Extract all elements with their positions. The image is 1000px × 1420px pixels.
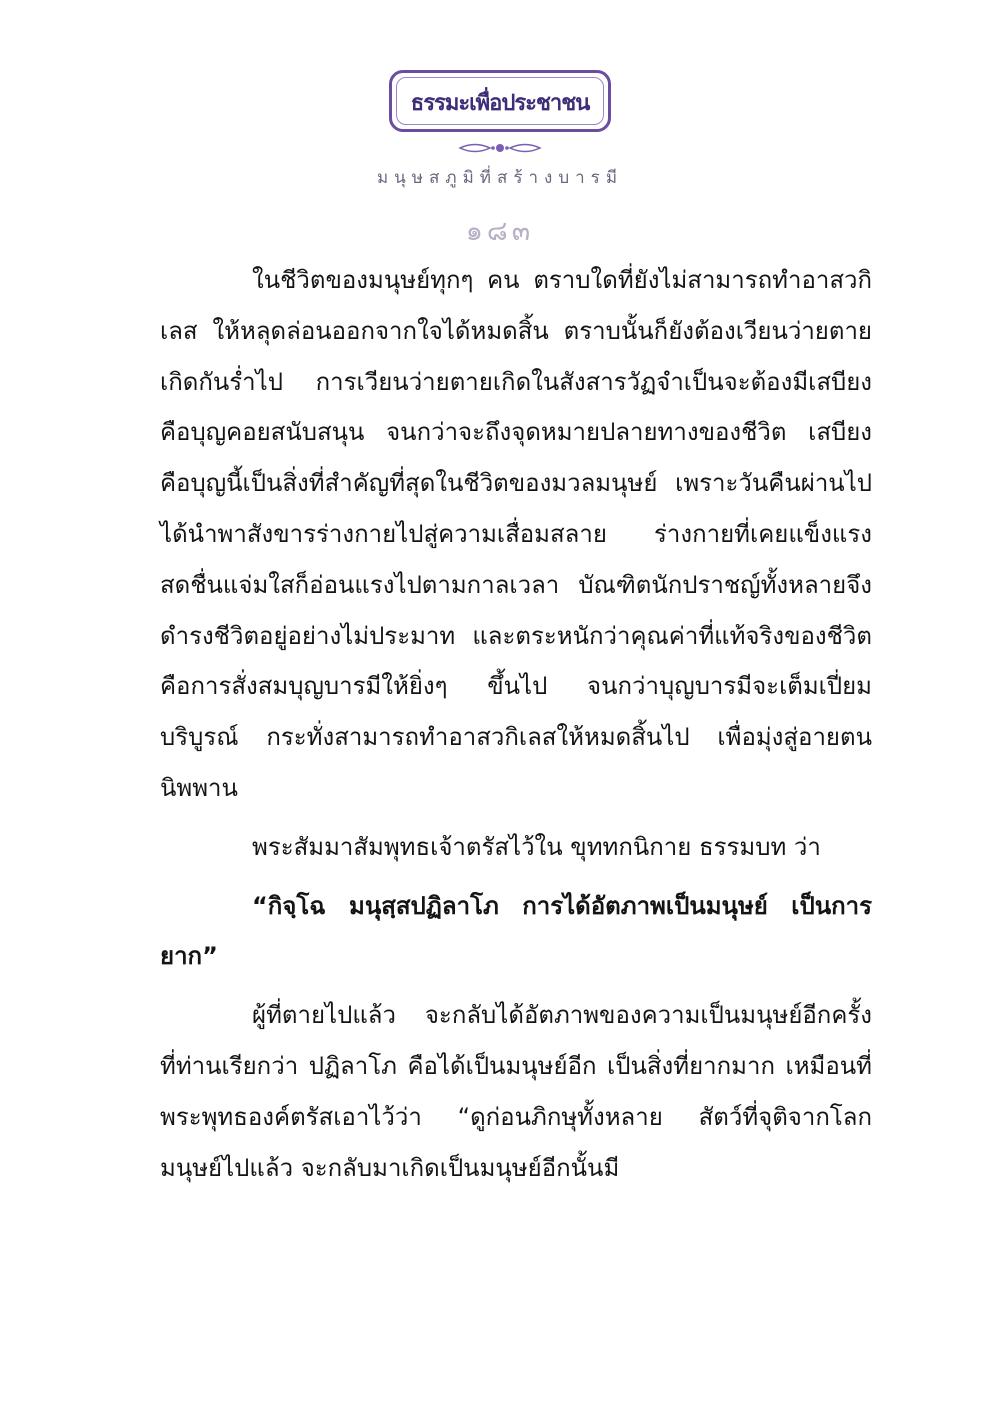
logo-text: ธรรมะเพื่อประชาชน (410, 91, 590, 116)
book-logo (389, 70, 611, 132)
paragraph-1: ในชีวิตของมนุษย์ทุกๆ คน ตราบใดที่ยังไม่สามารถทำอาสวกิเลส ให้หลุดล่อนออกจากใจได้หมดสิ้น ตราบนั้นก็ยังต้องเวียนว่ายตายเกิดกันร่ำไป การเวียนว่ายตายเกิดในสังสารวัฏจำเป็นจะต้องมีเสบียงคือบุญคอยสนับสนุน จนกว่าจะถึงจุดหมายปลายทางของชีวิต เสบียงคือบุญนี้เป็นสิ่งที่สำคัญที่สุดในชีวิตของมวลมนุษย์ เพราะวันคืนผ่านไป ได้นำพาสังขารร่างกายไปสู่ความเสื่อมสลาย ร่างกายที่เคยแข็งแรง สดชื่นแจ่มใสก็อ่อนแรงไปตามกาลเวลา บัณฑิตนักปราชญ์ทั้งหลายจึงดำรงชีวิตอยู่อย่างไม่ประมาท และตระหนักว่าคุณค่าที่แท้จริงของชีวิตคือการสั่งสมบุญบารมีให้ยิ่งๆ ขึ้นไป จนกว่าบุญบารมีจะเต็มเปี่ยมบริบูรณ์ กระทั่งสามารถทำอาสวกิเลสให้หมดสิ้นไป เพื่อมุ่งสู่อายตนนิพพาน (160, 266, 872, 802)
ornament-icon (455, 140, 545, 156)
page-number: ๑๘๓ (465, 216, 535, 247)
pali-quote: “กิจฺโฉ มนุสฺสปฏิลาโภ การได้อัตภาพเป็นมนุษย์ เป็นการยาก” (160, 891, 872, 971)
paragraph-2: พระสัมมาสัมพุทธเจ้าตรัสไว้ใน ขุททกนิกาย ธรรมบท ว่า (252, 832, 821, 861)
page-header (0, 70, 1000, 252)
paragraph-3: ผู้ที่ตายไปแล้ว จะกลับได้อัตภาพของความเป็นมนุษย์อีกครั้ง ที่ท่านเรียกว่า ปฏิลาโภ คือได้เป็นมนุษย์อีก เป็นสิ่งที่ยากมาก เหมือนที่พระพุทธองค์ตรัสเอาไว้ว่า “ดูก่อนภิกษุทั้งหลาย สัตว์ที่จุติจากโลกมนุษย์ไปแล้ว จะกลับมาเกิดเป็นมนุษย์อีกนั้นมี (160, 1001, 872, 1182)
book-subtitle: มนุษสภูมิที่สร้างบารมี (376, 168, 624, 188)
body-text (160, 255, 872, 1193)
